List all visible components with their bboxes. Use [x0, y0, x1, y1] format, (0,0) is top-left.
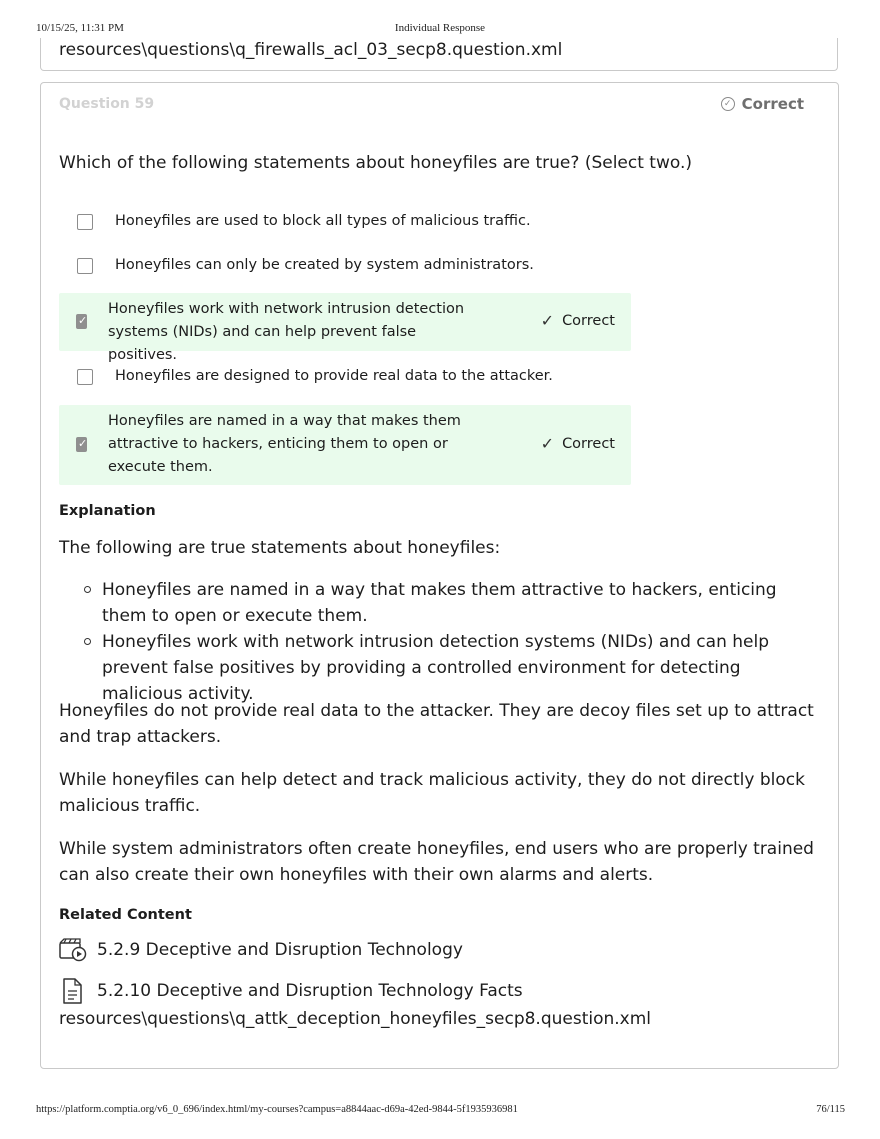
- question-text: Which of the following statements about honeyfiles are true? (Select two.): [59, 153, 693, 173]
- answer-checkbox-checked[interactable]: [76, 437, 87, 452]
- answer-option[interactable]: [59, 362, 631, 392]
- related-link-label[interactable]: 5.2.9 Deceptive and Disruption Technology: [97, 940, 463, 960]
- answer-checkbox[interactable]: [77, 369, 93, 385]
- explanation-intro: The following are true statements about honeyfiles:: [59, 538, 501, 558]
- print-date: 10/15/25, 11:31 PM: [36, 22, 124, 34]
- previous-question-card: [40, 38, 838, 71]
- explanation-paragraph: Honeyfiles do not provide real data to the attacker. They are decoy files set up to attract and trap attackers.: [59, 701, 814, 747]
- verdict-label: Correct: [562, 435, 615, 452]
- answer-option[interactable]: [59, 207, 631, 237]
- video-icon: [59, 938, 87, 962]
- answer-verdict: [541, 311, 615, 330]
- check-circle-icon: ✓: [721, 97, 735, 111]
- status-badge: [721, 95, 804, 113]
- print-title: Individual Response: [394, 22, 486, 34]
- list-item: Honeyfiles work with network intrusion detection systems (NIDs) and can help prevent false positives by providing a controlled environment for detecting malicious activity.: [59, 629, 815, 707]
- explanation-paragraph: While system administrators often create honeyfiles, end users who are properly trained can also create their own honeyfiles with their own alarms and alerts.: [59, 839, 814, 885]
- question-number: Question 59: [59, 96, 155, 112]
- answer-text: Honeyfiles are named in a way that makes them attractive to hackers, enticing them to open or execute them.: [108, 413, 461, 475]
- answer-verdict: [541, 434, 615, 453]
- list-item: Honeyfiles are named in a way that makes them attractive to hackers, enticing them to open or execute them.: [59, 577, 815, 629]
- print-footer: [0, 1104, 880, 1118]
- answer-text: Honeyfiles can only be created by system administrators.: [115, 257, 534, 273]
- print-header: [0, 22, 880, 36]
- related-link-video[interactable]: [59, 938, 463, 962]
- page-number: 76/115: [816, 1104, 845, 1115]
- checkmark-icon: ✓: [540, 434, 555, 453]
- question-card: [40, 82, 839, 1069]
- question-source-path: resources\questions\q_attk_deception_honeyfiles_secp8.question.xml: [59, 1009, 652, 1029]
- related-link-document[interactable]: [59, 978, 523, 1004]
- answer-option[interactable]: [59, 251, 631, 281]
- answer-text: Honeyfiles are designed to provide real data to the attacker.: [115, 368, 553, 384]
- answer-option-correct[interactable]: [59, 293, 631, 363]
- answer-checkbox[interactable]: [77, 214, 93, 230]
- answer-text: Honeyfiles are used to block all types of malicious traffic.: [115, 213, 531, 229]
- verdict-label: Correct: [562, 312, 615, 329]
- answer-checkbox-checked[interactable]: [76, 314, 87, 329]
- print-url: https://platform.comptia.org/v6_0_696/index.html/my-courses?campus=a8844aac-d69a-42ed-9844-5f1935936981: [36, 1104, 518, 1115]
- explanation-heading: Explanation: [59, 503, 156, 519]
- related-link-label[interactable]: 5.2.10 Deceptive and Disruption Technology Facts: [97, 981, 523, 1001]
- answer-text: Honeyfiles work with network intrusion detection systems (NIDs) and can help prevent false positives.: [108, 301, 465, 363]
- checkmark-icon: ✓: [540, 311, 555, 330]
- answer-checkbox[interactable]: [77, 258, 93, 274]
- explanation-paragraph: While honeyfiles can help detect and track malicious activity, they do not directly block malicious traffic.: [59, 770, 805, 816]
- previous-question-path: resources\questions\q_firewalls_acl_03_secp8.question.xml: [59, 40, 563, 60]
- related-content-heading: Related Content: [59, 907, 192, 923]
- document-icon: [59, 978, 87, 1004]
- answer-option-correct[interactable]: [59, 405, 631, 485]
- explanation-bullets: [59, 577, 815, 707]
- status-label: Correct: [741, 95, 804, 113]
